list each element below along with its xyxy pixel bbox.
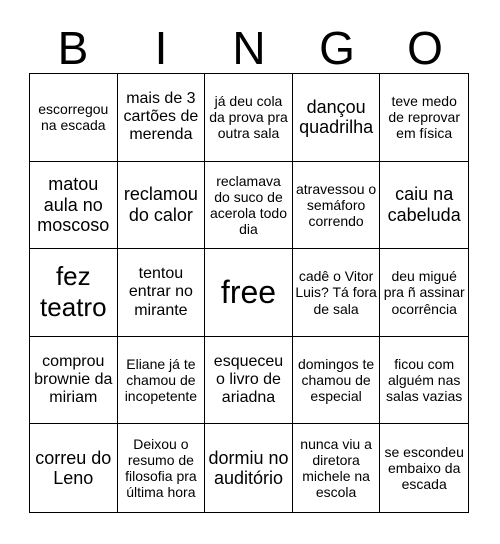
bingo-cell[interactable]: reclamava do suco de acerola todo dia bbox=[205, 162, 293, 250]
bingo-cell[interactable]: caiu na cabeluda bbox=[380, 162, 468, 250]
bingo-cell[interactable]: esqueceu o livro de ariadna bbox=[205, 337, 293, 425]
bingo-cell[interactable]: teve medo de reprovar em física bbox=[380, 74, 468, 162]
bingo-cell[interactable]: comprou brownie da miriam bbox=[30, 337, 118, 425]
bingo-cell[interactable]: matou aula no moscoso bbox=[30, 162, 118, 250]
bingo-cell[interactable]: domingos te chamou de especial bbox=[293, 337, 381, 425]
bingo-grid bbox=[29, 73, 469, 513]
bingo-cell[interactable]: nunca viu a diretora michele na escola bbox=[293, 424, 381, 512]
bingo-cell[interactable]: já deu cola da prova pra outra sala bbox=[205, 74, 293, 162]
bingo-cell[interactable]: deu migué pra ñ assinar ocorrência bbox=[380, 249, 468, 337]
bingo-cell[interactable]: correu do Leno bbox=[30, 424, 118, 512]
header-letter-i: I bbox=[154, 22, 168, 74]
header-letter-n: N bbox=[232, 22, 266, 74]
bingo-cell[interactable]: ficou com alguém nas salas vazias bbox=[380, 337, 468, 425]
bingo-cell[interactable]: fez teatro bbox=[30, 249, 118, 337]
bingo-cell[interactable]: escorregou na escada bbox=[30, 74, 118, 162]
bingo-cell[interactable]: Eliane já te chamou de incopetente bbox=[118, 337, 206, 425]
bingo-cell[interactable]: se escondeu embaixo da escada bbox=[384, 444, 464, 493]
header-letter-b: B bbox=[57, 22, 89, 74]
bingo-cell[interactable]: Deixou o resumo de filosofia pra última hora bbox=[118, 424, 206, 512]
bingo-cell[interactable]: cadê o Vitor Luis? Tá fora de sala bbox=[293, 249, 381, 337]
bingo-cell[interactable]: reclamou do calor bbox=[118, 162, 206, 250]
bingo-cell[interactable]: dormiu no auditório bbox=[205, 424, 293, 512]
bingo-cell[interactable]: atravessou o semáforo correndo bbox=[293, 162, 381, 250]
bingo-cell[interactable]: mais de 3 cartões de merenda bbox=[118, 74, 206, 162]
header-letter-g: G bbox=[319, 22, 355, 74]
bingo-header bbox=[29, 22, 469, 74]
bingo-cell[interactable]: dançou quadrilha bbox=[293, 74, 381, 162]
bingo-cell[interactable]: tentou entrar no mirante bbox=[118, 249, 206, 337]
free-space[interactable]: free bbox=[205, 249, 293, 337]
header-letter-o: O bbox=[407, 22, 443, 74]
